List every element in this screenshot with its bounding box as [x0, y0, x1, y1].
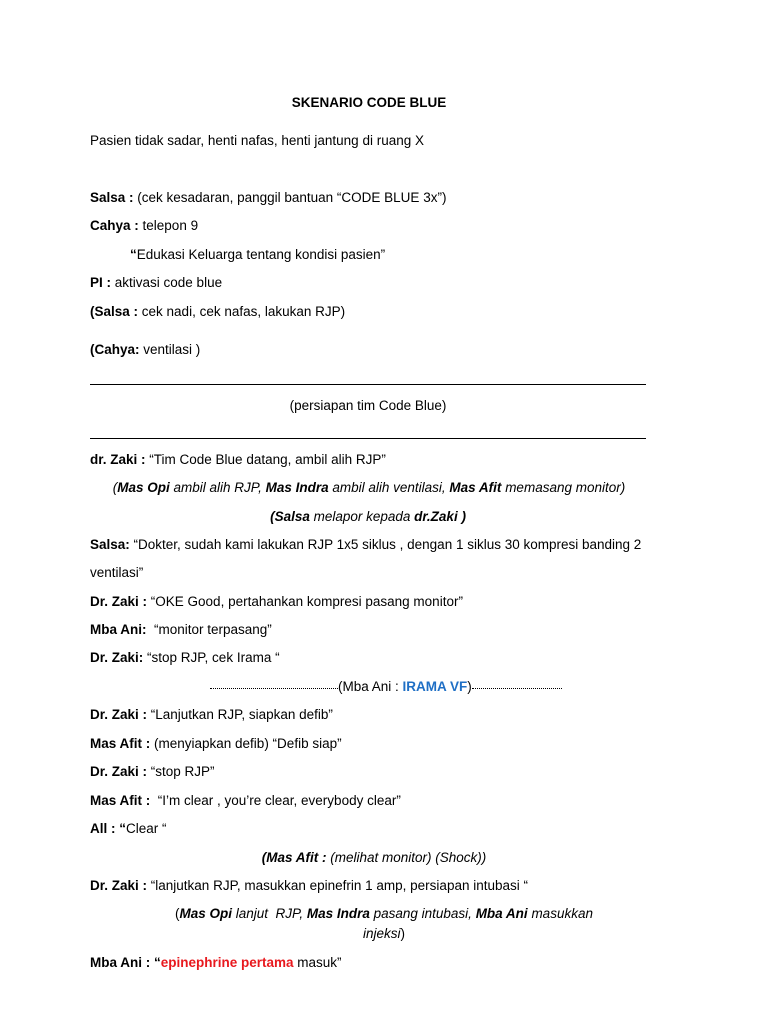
name-mas-indra: Mas Indra: [265, 480, 329, 495]
stage-direction-3: [150, 906, 618, 921]
direction-text: melapor kepada: [309, 509, 415, 524]
dialogue: “I’m clear , you’re clear, everybody clear”: [150, 793, 401, 808]
script-line-cahya-1: [90, 218, 648, 233]
name-mas-afit: (Mas Afit :: [261, 850, 327, 865]
quote-mark: “: [130, 247, 137, 262]
speaker: Mba Ani:: [90, 622, 147, 637]
speaker: dr. Zaki :: [90, 452, 146, 467]
direction-text: ambil alih ventilasi,: [328, 480, 450, 495]
dialogue: “Dokter, sudah kami lakukan RJP 1x5 siklus , dengan 1 siklus 30 kompresi banding 2: [129, 537, 642, 552]
speaker: Cahya :: [90, 218, 139, 233]
script-line-all: [90, 821, 648, 836]
dialogue: ventilasi ): [139, 342, 201, 357]
speaker: All : “: [90, 821, 126, 836]
script-line-pi: [90, 275, 648, 290]
dialogue: “Tim Code Blue datang, ambil alih RJP”: [145, 452, 386, 467]
script-line-afit-2: [90, 793, 648, 808]
open-paren: (: [90, 304, 95, 319]
name-mas-opi: Mas Opi: [179, 906, 233, 921]
name-mas-afit: Mas Afit: [449, 480, 502, 495]
dialogue: “OKE Good, pertahankan kompresi pasang monitor”: [147, 594, 463, 609]
intro-line: Pasien tidak sadar, henti nafas, henti jantung di ruang X: [90, 133, 424, 148]
name-mas-indra: Mas Indra: [306, 906, 370, 921]
direction-text: memasang monitor): [501, 480, 626, 495]
stage-direction-1: [80, 480, 658, 495]
script-line-zaki-1: [90, 452, 648, 467]
script-line-salsa-2: [90, 304, 648, 319]
script-line-ani-2: [90, 955, 648, 970]
speaker: Salsa :: [90, 190, 134, 205]
script-line-cahya-2: [90, 342, 648, 357]
name-mas-opi: Mas Opi: [117, 480, 170, 495]
speaker: Mba Ani : “: [90, 955, 161, 970]
document-title: SKENARIO CODE BLUE: [291, 95, 447, 110]
open-paren: (: [112, 480, 118, 495]
dialogue: “monitor terpasang”: [146, 622, 272, 637]
speaker: Dr. Zaki :: [90, 707, 148, 722]
dialogue: “stop RJP, cek Irama “: [143, 650, 280, 665]
speaker: Dr. Zaki :: [90, 878, 148, 893]
dialogue: (menyiapkan defib) “Defib siap”: [150, 736, 342, 751]
script-line-zaki-6: [90, 878, 648, 893]
speaker: Dr. Zaki:: [90, 650, 144, 665]
open-paren: (: [270, 509, 275, 524]
irama-suffix: ): [467, 679, 472, 694]
irama-line: [210, 679, 648, 694]
speaker: Mas Afit :: [90, 736, 151, 751]
direction-text: injeksi: [362, 926, 401, 941]
dotted-leader-left: [210, 688, 338, 689]
dialogue: cek nadi, cek nafas, lakukan RJP): [138, 304, 346, 319]
close-paren: ): [400, 926, 405, 941]
speaker: Salsa:: [90, 537, 130, 552]
script-line-zaki-3: [90, 650, 648, 665]
dialogue: telepon 9: [138, 218, 199, 233]
direction-text: lanjut RJP,: [232, 906, 307, 921]
dialogue: Clear “: [126, 821, 167, 836]
dialogue: aktivasi code blue: [111, 275, 223, 290]
script-line-salsa-3: [90, 537, 648, 552]
irama-prefix: (Mba Ani :: [338, 679, 403, 694]
name-salsa: Salsa: [274, 509, 310, 524]
dialogue: “stop RJP”: [147, 764, 215, 779]
speaker: Mas Afit :: [90, 793, 151, 808]
irama-value: IRAMA VF: [402, 679, 468, 694]
speaker: Salsa :: [94, 304, 139, 319]
script-line-ani-1: [90, 622, 648, 637]
stage-direction-shock: [90, 850, 658, 865]
horizontal-rule-bottom: [90, 438, 646, 439]
dialogue: masuk”: [293, 955, 342, 970]
dialogue: (cek kesadaran, panggil bantuan “CODE BLUE 3x”): [133, 190, 447, 205]
speaker: Cahya:: [94, 342, 140, 357]
dialogue: Edukasi Keluarga tentang kondisi pasien”: [136, 247, 386, 262]
stage-direction-2: [90, 509, 646, 524]
name-dr-zaki: dr.Zaki ): [414, 509, 466, 524]
script-line-salsa-3-cont: ventilasi”: [90, 565, 144, 580]
direction-text: masukkan: [527, 906, 593, 921]
direction-text: pasang intubasi,: [369, 906, 476, 921]
open-paren: (: [90, 342, 95, 357]
section-persiapan: (persiapan tim Code Blue): [289, 398, 447, 413]
epinephrine-highlight: epinephrine pertama: [160, 955, 294, 970]
dialogue: “Lanjutkan RJP, siapkan defib”: [147, 707, 333, 722]
script-line-zaki-2: [90, 594, 648, 609]
script-line-zaki-5: [90, 764, 648, 779]
script-line-afit-1: [90, 736, 648, 751]
direction-text: ambil alih RJP,: [169, 480, 266, 495]
name-mba-ani: Mba Ani: [475, 906, 528, 921]
speaker: Dr. Zaki :: [90, 594, 148, 609]
horizontal-rule-top: [90, 384, 646, 385]
direction-text: (melihat monitor) (Shock)): [326, 850, 487, 865]
speaker: PI :: [90, 275, 112, 290]
script-line-zaki-4: [90, 707, 648, 722]
dotted-leader-right: [472, 688, 562, 689]
script-line-edukasi: [130, 247, 648, 262]
script-line-salsa-1: [90, 190, 648, 205]
speaker: Dr. Zaki :: [90, 764, 148, 779]
open-paren: (: [175, 906, 180, 921]
dialogue: “lanjutkan RJP, masukkan epinefrin 1 amp, persiapan intubasi “: [147, 878, 528, 893]
stage-direction-3-cont: [150, 926, 618, 941]
